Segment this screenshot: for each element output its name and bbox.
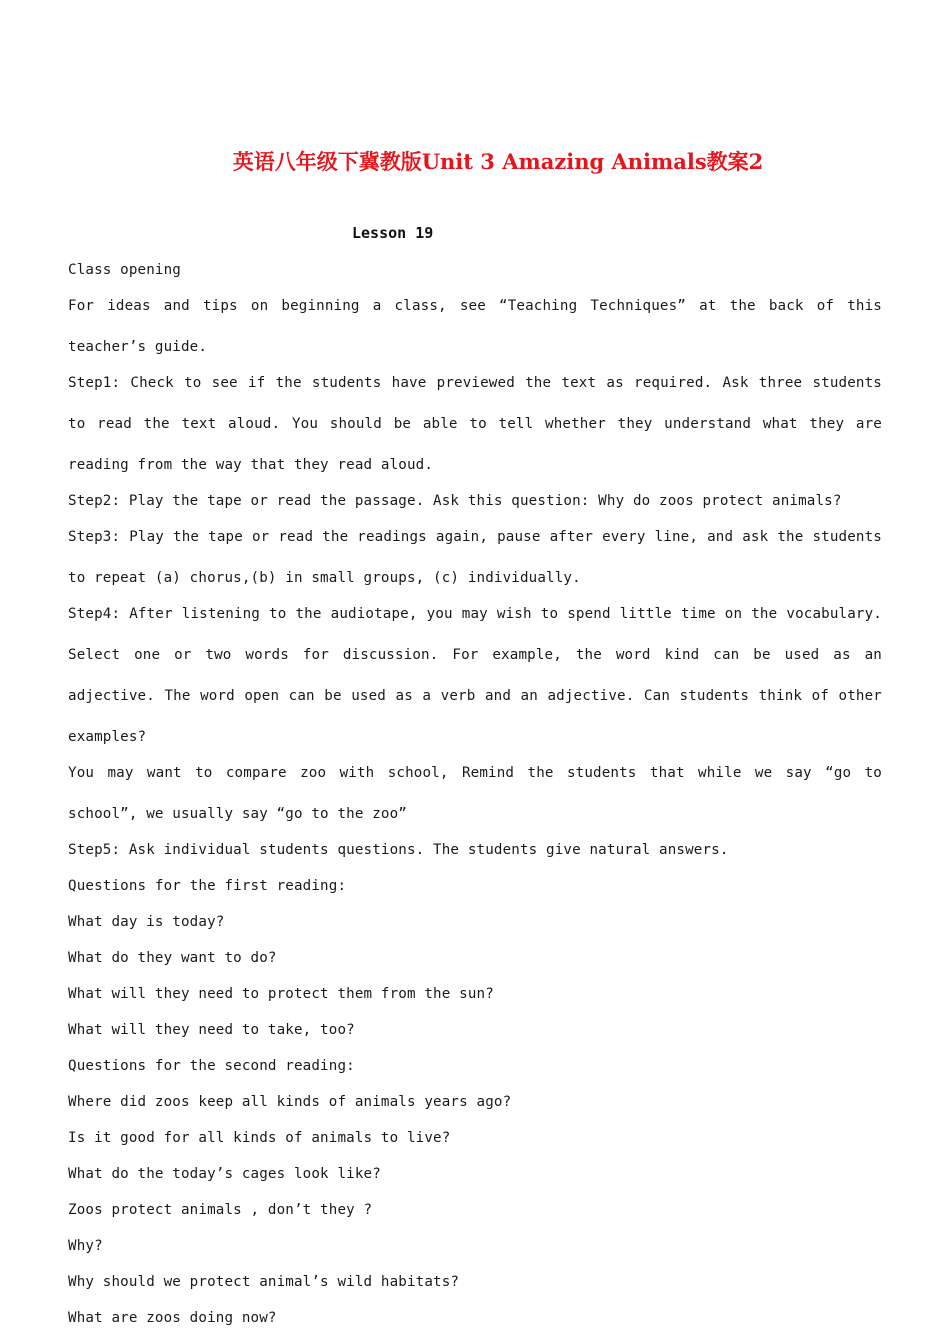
questions-second-heading: Questions for the second reading: [68,1058,355,1074]
document-body [68,259,882,1343]
question-line: Why? [68,1238,103,1254]
paragraph-compare-zoo: You may want to compare zoo with school, Remind the students that while we say “go to school”, we usually say “go to the zoo” [68,764,882,822]
paragraph-step5: Step5: Ask individual students questions. The students give natural answers. [68,842,729,858]
document-title: 英语八年级下冀教版Unit 3 Amazing Animals教案2 [232,149,764,174]
question-line: Zoos protect animals , don’t they ? [68,1202,373,1218]
question-line: What do the today’s cages look like? [68,1166,381,1182]
lesson-heading: Lesson 19 [352,224,434,242]
paragraph-step4: Step4: After listening to the audiotape, you may wish to spend little time on the vocabulary. Select one or two words for discussion. For example, the word kind can be used as an adjective. The word open can be used as a verb and an adjective. Can students think of other examples? [68,605,882,745]
paragraph-step2: Step2: Play the tape or read the passage. Ask this question: Why do zoos protect animals? [68,493,842,509]
question-line: Why should we protect animal’s wild habitats? [68,1274,460,1290]
question-line: What day is today? [68,914,225,930]
question-line: What are zoos doing now? [68,1310,277,1326]
paragraph-step1: Step1: Check to see if the students have previewed the text as required. Ask three students to read the text aloud. You should be able to tell whether they understand what they are reading from the way that they read aloud. [68,374,882,473]
paragraph-step3: Step3: Play the tape or read the readings again, pause after every line, and ask the students to repeat (a) chorus,(b) in small groups, (c) individually. [68,528,882,586]
paragraph-class-opening: Class opening [68,262,181,278]
question-line: Where did zoos keep all kinds of animals years ago? [68,1094,512,1110]
question-line: What do they want to do? [68,950,277,966]
question-line: What will they need to protect them from the sun? [68,986,494,1002]
questions-first-heading: Questions for the first reading: [68,878,347,894]
paragraph-ideas-tips: For ideas and tips on beginning a class, see “Teaching Techniques” at the back of this teacher’s guide. [68,297,882,355]
question-line: What will they need to take, too? [68,1022,355,1038]
question-line: Is it good for all kinds of animals to live? [68,1130,451,1146]
